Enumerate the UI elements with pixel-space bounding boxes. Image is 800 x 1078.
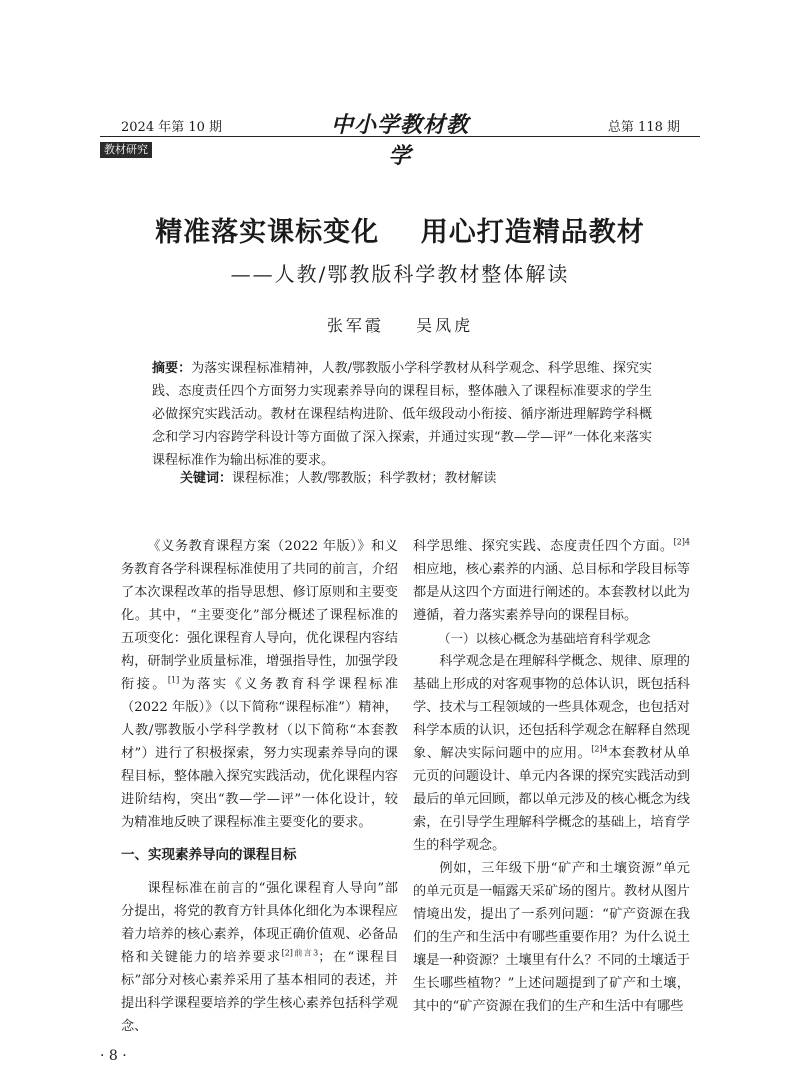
subsection-heading: （一）以核心概念为基础培育科学观念 — [438, 631, 651, 646]
section-heading: 一、实现素养导向的课程目标 — [121, 847, 297, 863]
paragraph-text: 课程标准在前言的“强化课程育人导向”部分提出，将党的教育方针具体化细化为本课程应着力培养的核心素养，体现正确价值观、必备品格和关键能力的培养要求 — [121, 881, 398, 965]
issue-label: 2024 年第 10 期 — [121, 120, 223, 135]
paragraph-text: 为落实《义务教育科学课程标准（2022 年版）》（以下简称“课程标准”）精神，人教/鄂教版小学科学教材（以下简称“本套教材”）进行了积极探索，努力实现素养导向的课程目标，整体融入探究实践活动，优化课程内容进阶结构，突出“教—学—评”一体化设计，较为精准地反映了课程标准主要变化的要求。 — [121, 677, 399, 830]
paragraph-text: 科学思维、探究实践、态度责任四个方面。 — [413, 539, 674, 554]
paragraph — [413, 535, 690, 627]
citation: [2]前言3 — [281, 948, 319, 958]
body-column-left — [121, 535, 398, 1038]
paragraph: 例如，三年级下册“矿产和土壤资源”单元的单元页是一幅露天采矿场的图片。教材从图片情境出发，提出了一系列问题：“矿产资源在我们的生产和生活中有哪些重要作用？为什么说土壤是一种资源？土壤里有什么？不同的土壤适于生长哪些植物？”上述问题提到了矿产和土壤，其中的“矿产资源在我们的生产和生活中有哪些 — [413, 861, 690, 1014]
abstract-label: 摘要： — [152, 361, 192, 376]
paragraph-text: ；在“课程目标”部分对核心素养采用了基本相同的表述，并提出科学课程要培养的学生核心素养包括科学观念、 — [121, 950, 399, 1034]
citation: [1] — [167, 675, 180, 685]
paragraph-text: 本套教材从单元页的问题设计、单元内各课的探究实践活动到最后的单元回顾，都以单元涉及的核心概念为线索，在引导学生理解科学概念的基础上，培育学生的科学观念。 — [413, 746, 691, 853]
keywords — [180, 469, 650, 489]
paragraph-text: 相应地，核心素养的内涵、总目标和学段目标等都是从这四个方面进行阐述的。本套教材以此为遵循，着力落实素养导向的课程目标。 — [413, 562, 690, 623]
body-column-right — [413, 535, 690, 1018]
paragraph — [121, 877, 398, 1038]
paragraph — [413, 650, 690, 857]
article-subtitle: ——人教/鄂教版科学教材整体解读 — [230, 262, 570, 286]
abstract-text: 为落实课程标准精神，人教/鄂教版小学科学教材从科学观念、科学思维、探究实践、态度责任四个方面努力实现素养导向的课程目标，整体融入了课程标准要求的学生必做探究实践活动。教材在课程结构进阶、低年级段动小衔接、循序渐进理解跨学科概念和学习内容跨学科设计等方面做了深入探索，并通过实现“教—学—评”一体化来落实课程标准作为输出标准的要求。 — [152, 361, 652, 468]
article-authors: 张军霞 吴凤虎 — [326, 316, 474, 335]
paragraph-text: 《义务教育课程方案（2022 年版）》和义务教育各学科课程标准使用了共同的前言，介绍了本次课程改革的指导思想、修订原则和主要变化。其中，“主要变化”部分概述了课程标准的五项变化：强化课程育人导向，优化课程内容结构，研制学业质量标准，增强指导性，加强学段衔接。 — [121, 539, 398, 692]
total-issue-label: 总第 118 期 — [607, 120, 680, 135]
page-number: · 8 · — [100, 1048, 127, 1064]
journal-title: 中小学教材教学 — [330, 112, 469, 169]
paragraph-text: 科学观念是在理解科学概念、规律、原理的基础上形成的对客观事物的总体认识，既包括科学、技术与工程领域的一些具体观念，也包括对科学本质的认识，还包括科学观念在解释自然现象、解决实际问题中的应用。 — [413, 654, 690, 761]
article-title: 精准落实课标变化 用心打造精品教材 — [155, 217, 645, 248]
header-rule — [100, 136, 700, 137]
abstract — [152, 357, 652, 472]
section-tag: 教材研究 — [100, 142, 152, 158]
keywords-label: 关键词： — [180, 471, 233, 486]
keywords-text: 课程标准；人教/鄂教版；科学教材；教材解读 — [232, 471, 497, 486]
citation: [2]4 — [673, 537, 690, 547]
paragraph — [121, 535, 398, 834]
citation: [2]4 — [591, 744, 608, 754]
